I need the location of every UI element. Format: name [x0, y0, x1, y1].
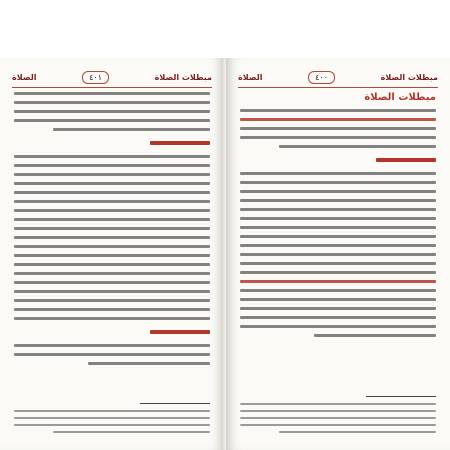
left-page-header	[12, 70, 212, 84]
left-running-head-inner: الصلاة	[12, 72, 37, 82]
text-line	[240, 199, 436, 202]
text-line	[14, 155, 210, 158]
right-page-header	[238, 70, 438, 84]
text-line	[240, 217, 436, 220]
text-line	[240, 226, 436, 229]
text-line	[240, 325, 436, 328]
text-line	[240, 289, 436, 292]
section-heading	[14, 137, 210, 149]
section-heading-mark	[150, 141, 210, 145]
text-line	[14, 110, 210, 113]
text-line	[240, 190, 436, 193]
section-heading-mark	[376, 158, 436, 162]
right-page-number: ٤٠٠	[308, 71, 335, 84]
text-line	[14, 101, 210, 104]
footnote-line	[14, 410, 210, 412]
text-line	[240, 118, 436, 121]
text-line	[14, 200, 210, 203]
text-line	[14, 209, 210, 212]
text-line	[240, 235, 436, 238]
text-line	[279, 145, 436, 148]
text-line	[14, 92, 210, 95]
footnote-rule	[366, 396, 436, 397]
text-line	[88, 362, 210, 365]
text-line	[14, 263, 210, 266]
text-line	[14, 173, 210, 176]
text-line	[14, 281, 210, 284]
text-line	[240, 280, 436, 283]
left-footnotes	[14, 395, 210, 438]
text-line	[240, 253, 436, 256]
text-line	[240, 271, 436, 274]
footnote-line	[14, 417, 210, 419]
text-line	[14, 182, 210, 185]
text-line	[14, 119, 210, 122]
text-line	[14, 299, 210, 302]
text-line	[14, 236, 210, 239]
footnote-line	[240, 410, 436, 412]
footnote-line	[53, 431, 210, 433]
text-line	[14, 353, 210, 356]
text-line	[240, 316, 436, 319]
left-header-rule	[12, 87, 212, 88]
text-line	[14, 254, 210, 257]
text-line	[14, 344, 210, 347]
text-line	[240, 136, 436, 139]
left-page-number: ٤٠١	[82, 71, 109, 84]
left-running-head-outer: مبطلات الصلاة	[154, 72, 212, 82]
text-line	[240, 127, 436, 130]
text-line	[14, 218, 210, 221]
text-line	[240, 181, 436, 184]
text-line	[240, 262, 436, 265]
text-line	[240, 172, 436, 175]
right-footnotes	[240, 388, 436, 438]
right-running-head-inner: الصلاة	[238, 72, 263, 82]
left-page	[0, 58, 224, 450]
text-line	[14, 290, 210, 293]
text-line	[240, 307, 436, 310]
text-line	[53, 128, 210, 131]
text-line	[14, 227, 210, 230]
footnote-line	[279, 431, 436, 433]
text-line	[14, 164, 210, 167]
text-line	[14, 317, 210, 320]
right-running-head-outer: مبطلات الصلاة	[380, 72, 438, 82]
text-line	[14, 245, 210, 248]
right-page	[226, 58, 450, 450]
footnote-line	[240, 424, 436, 426]
text-line	[240, 244, 436, 247]
text-line	[240, 208, 436, 211]
section-title: مبطلات الصلاة	[364, 92, 436, 103]
section-heading	[14, 326, 210, 338]
footnote-line	[240, 403, 436, 405]
text-line	[240, 298, 436, 301]
right-header-rule	[238, 87, 438, 88]
left-page-body	[14, 92, 210, 440]
footnote-line	[240, 417, 436, 419]
section-heading-mark	[150, 330, 210, 334]
footnote-rule	[140, 403, 210, 404]
text-line	[240, 109, 436, 112]
section-heading	[240, 154, 436, 166]
text-line	[314, 334, 436, 337]
footnote-line	[14, 424, 210, 426]
text-line	[14, 272, 210, 275]
text-line	[14, 191, 210, 194]
text-line	[14, 308, 210, 311]
